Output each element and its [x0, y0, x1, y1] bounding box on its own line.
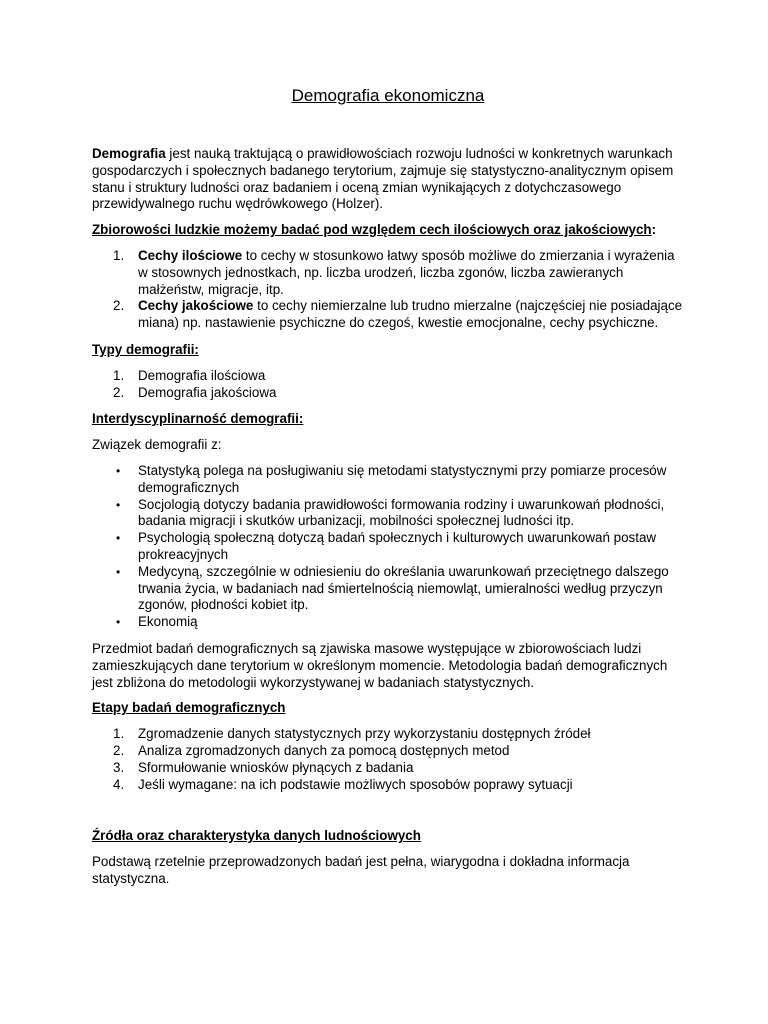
section1-heading-colon: : — [651, 222, 657, 238]
section1-list — [92, 248, 684, 332]
list-item — [92, 777, 684, 794]
section4-list — [92, 726, 684, 793]
section3-closing-paragraph: Przedmiot badań demograficznych są zjawiska masowe występujące w zbiorowościach ludzi zamieszkujących dane terytorium w określonym momencie. Metodologia badań demograficznych jest zbliżona do metodologii wykorzystywanej w badaniach statystycznych. — [92, 640, 668, 690]
section2-heading: Typy demografii: — [92, 341, 199, 357]
section3-bullet-list — [92, 463, 684, 631]
bullet-item — [92, 564, 684, 614]
list-item-text: Jeśli wymagane: na ich podstawie możliwych sposobów poprawy sytuacji — [138, 776, 573, 792]
bullet-item-text: Ekonomią — [138, 614, 198, 630]
list-item-text: Demografia jakościowa — [138, 384, 277, 400]
list-marker: 4. — [113, 776, 125, 792]
list-item — [92, 726, 684, 743]
bullet-icon: • — [116, 564, 121, 579]
document-title: Demografia ekonomiczna — [291, 86, 485, 105]
list-item-text: Sformułowanie wniosków płynących z badania — [138, 759, 414, 775]
bullet-icon: • — [116, 615, 121, 630]
bullet-item — [92, 497, 684, 531]
bullet-item — [92, 614, 684, 631]
list-marker: 2. — [113, 298, 125, 314]
section5-paragraph: Podstawą rzetelnie przeprowadzonych badań jest pełna, wiarygodna i dokładna informacja statystyczna. — [92, 854, 630, 886]
list-item-text: Demografia ilościowa — [138, 367, 266, 383]
section4-heading: Etapy badań demograficznych — [92, 700, 286, 716]
list-item — [92, 298, 684, 332]
list-item-text: Zgromadzenie danych statystycznych przy wykorzystaniu dostępnych źródeł — [138, 726, 591, 742]
bullet-icon: • — [116, 463, 121, 478]
bullet-item-text: Socjologią dotyczy badania prawidłowości formowania rodziny i uwarunkowań płodności, badania migracji i skutków urbanizacji, mobilności społecznej ludności itp. — [138, 496, 665, 529]
bullet-item — [92, 463, 684, 497]
intro-text: jest nauką traktującą o prawidłowościach rozwoju ludności w konkretnych warunkach gospodarczych i społecznych badanego terytorium, zajmuje się statystyczno-analitycznym opisem stanu i struktury ludności oraz badaniem i oceną zmian wynikających z dotychczasowego przewidywalnego ruchu wędrówkowego (Holzer). — [92, 146, 674, 212]
list-item-text: to cechy w stosunkowo łatwy sposób możliwe do zmierzania i wyrażenia w stosownych jednostkach, np. liczba urodzeń, liczba zgonów, liczba zawieranych małżeństw, migracje, itp. — [138, 247, 675, 297]
section2-list — [92, 368, 684, 402]
bullet-item-text: Medycyną, szczególnie w odniesieniu do określania uwarunkowań przeciętnego dalszego trwania życia, w badaniach nad śmiertelnością niemowląt, umieralności według przyczyn zgonów, płodności kobiet itp. — [138, 563, 669, 613]
list-item — [92, 385, 684, 402]
list-marker: 1. — [113, 247, 125, 263]
section3-lead: Związek demografii z: — [92, 437, 222, 453]
list-item-text: to cechy niemierzalne lub trudno mierzalne (najczęściej nie posiadające miana) np. nastawienie psychiczne do czegoś, kwestie emocjonalne, cechy psychiczne. — [138, 298, 683, 331]
bullet-item — [92, 530, 684, 564]
list-marker: 1. — [113, 367, 125, 383]
list-marker: 2. — [113, 384, 125, 400]
section1-heading-text: Zbiorowości ludzkie możemy badać pod względem cech ilościowych oraz jakościowych — [92, 222, 652, 238]
document-body — [92, 146, 684, 888]
bullet-item-text: Psychologią społeczną dotyczą badań społecznych i kulturowych uwarunkowań postaw prokreacyjnych — [138, 530, 657, 562]
intro-term: Demografia — [92, 146, 166, 161]
section5-heading: Źródła oraz charakterystyka danych ludnościowych — [92, 828, 421, 844]
section3-heading: Interdyscyplinarność demografii: — [92, 411, 304, 427]
intro-paragraph — [92, 146, 684, 213]
list-item-term: Cechy ilościowe — [138, 247, 243, 263]
list-item — [92, 368, 684, 385]
bullet-icon: • — [116, 531, 121, 546]
list-item — [92, 743, 684, 760]
list-marker: 3. — [113, 759, 125, 775]
list-marker: 2. — [113, 742, 125, 758]
list-item-text: Analiza zgromadzonych danych za pomocą dostępnych metod — [138, 742, 510, 758]
list-item — [92, 248, 684, 298]
section1-heading — [92, 222, 684, 239]
bullet-item-text: Statystyką polega na posługiwaniu się metodami statystycznymi przy pomiarze procesów demograficznych — [138, 462, 667, 495]
bullet-icon: • — [116, 497, 121, 512]
list-item-term: Cechy jakościowe — [138, 298, 254, 314]
list-item — [92, 760, 684, 777]
list-marker: 1. — [113, 726, 125, 742]
